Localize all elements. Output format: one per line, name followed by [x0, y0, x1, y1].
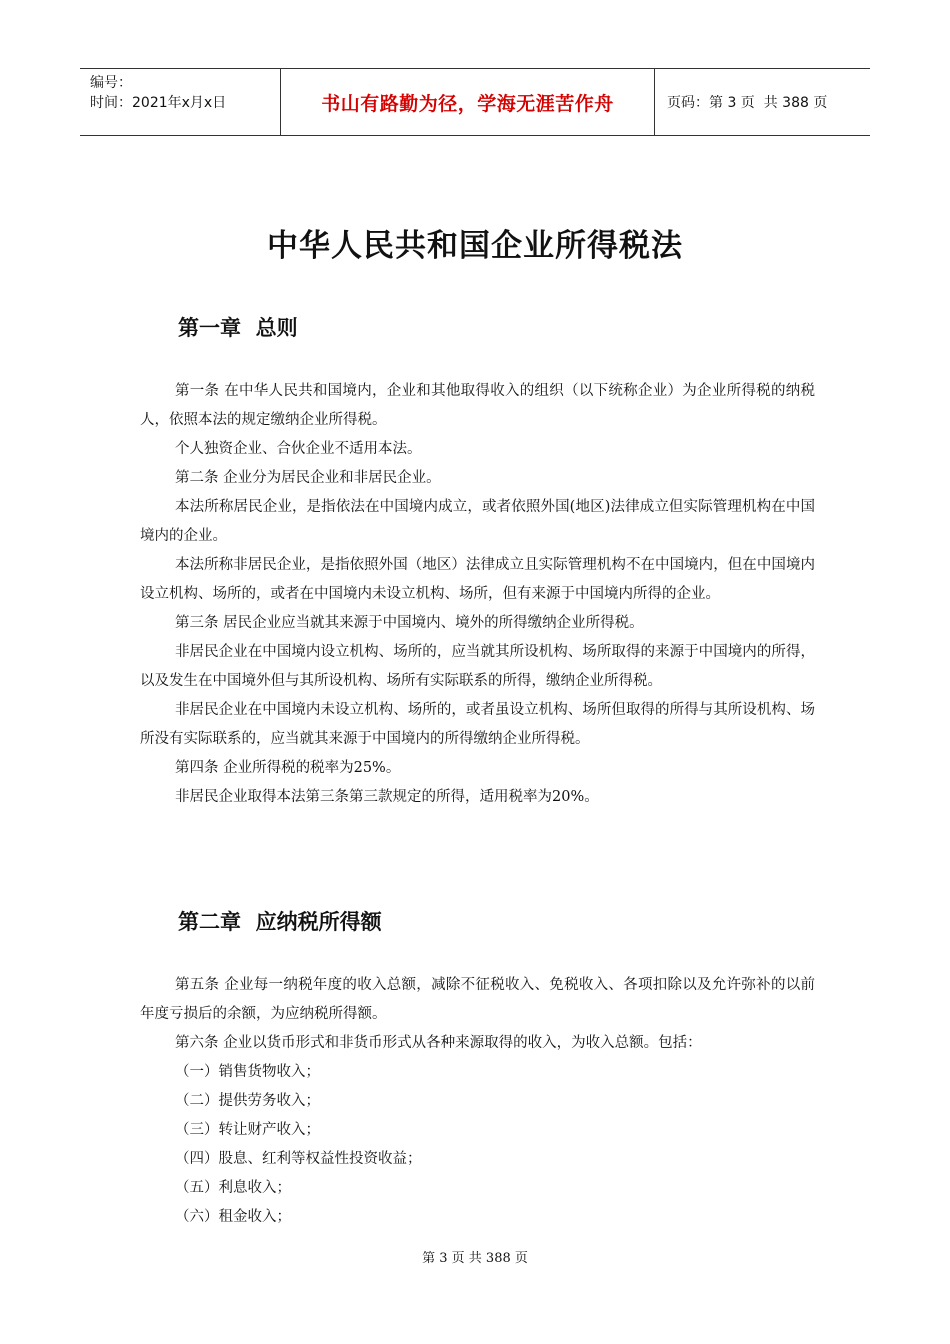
header-page-info: 页码：第 3 页 共 388 页 [667, 95, 828, 111]
document-title: 中华人民共和国企业所得税法 [267, 228, 683, 264]
paragraph: 第三条 居民企业应当就其来源于中国境内、境外的所得缴纳企业所得税。 [175, 615, 644, 631]
page-header [80, 68, 870, 136]
paragraph: 第二条 企业分为居民企业和非居民企业。 [175, 470, 441, 486]
list-item: （三）转让财产收入； [175, 1122, 320, 1138]
paragraph: 本法所称非居民企业，是指依照外国（地区）法律成立且实际管理机构不在中国境内，但在中国境内设立机构、场所的，或者在中国境内未设立机构、场所，但有来源于中国境内所得的企业。 [140, 557, 815, 602]
header-motto: 书山有路勤为径，学海无涯苦作舟 [321, 92, 614, 115]
number-label: 编号： [90, 75, 132, 91]
paragraph: 非居民企业取得本法第三条第三款规定的所得，适用税率为20%。 [175, 789, 599, 805]
chapter-heading: 第二章 应纳税所得额 [178, 910, 382, 934]
list-item: （二）提供劳务收入； [175, 1093, 320, 1109]
header-motto-cell [281, 69, 655, 135]
paragraph: 第五条 企业每一纳税年度的收入总额，减除不征税收入、免税收入、各项扣除以及允许弥补的以前年度亏损后的余额，为应纳税所得额。 [140, 977, 815, 1022]
page-footer: 第 3 页 共 388 页 [422, 1251, 528, 1266]
chapter-heading: 第一章 总则 [178, 316, 298, 340]
paragraph: 第六条 企业以货币形式和非货币形式从各种来源取得的收入，为收入总额。包括： [175, 1035, 702, 1051]
paragraph: 非居民企业在中国境内未设立机构、场所的，或者虽设立机构、场所但取得的所得与其所设机构、场所没有实际联系的，应当就其来源于中国境内的所得缴纳企业所得税。 [140, 702, 815, 747]
header-page-info-cell [655, 69, 870, 135]
paragraph: 本法所称居民企业，是指依法在中国境内成立，或者依照外国(地区)法律成立但实际管理机构在中国境内的企业。 [140, 499, 815, 544]
chapter-body [140, 377, 815, 812]
chapter-body [140, 971, 815, 1232]
list-item: （一）销售货物收入； [175, 1064, 320, 1080]
paragraph: 第一条 在中华人民共和国境内，企业和其他取得收入的组织（以下统称企业）为企业所得税的纳税人，依照本法的规定缴纳企业所得税。 [140, 383, 815, 428]
paragraph: 第四条 企业所得税的税率为25%。 [175, 760, 401, 776]
paragraph: 个人独资企业、合伙企业不适用本法。 [175, 441, 422, 457]
list-item: （五）利息收入； [175, 1180, 291, 1196]
date-label: 时间：2021年x月x日 [90, 95, 227, 111]
list-item: （六）租金收入； [175, 1209, 291, 1225]
header-meta [80, 69, 281, 135]
list-item: （四）股息、红利等权益性投资收益； [175, 1151, 422, 1167]
paragraph: 非居民企业在中国境内设立机构、场所的，应当就其所设机构、场所取得的来源于中国境内的所得，以及发生在中国境外但与其所设机构、场所有实际联系的所得，缴纳企业所得税。 [140, 644, 815, 689]
